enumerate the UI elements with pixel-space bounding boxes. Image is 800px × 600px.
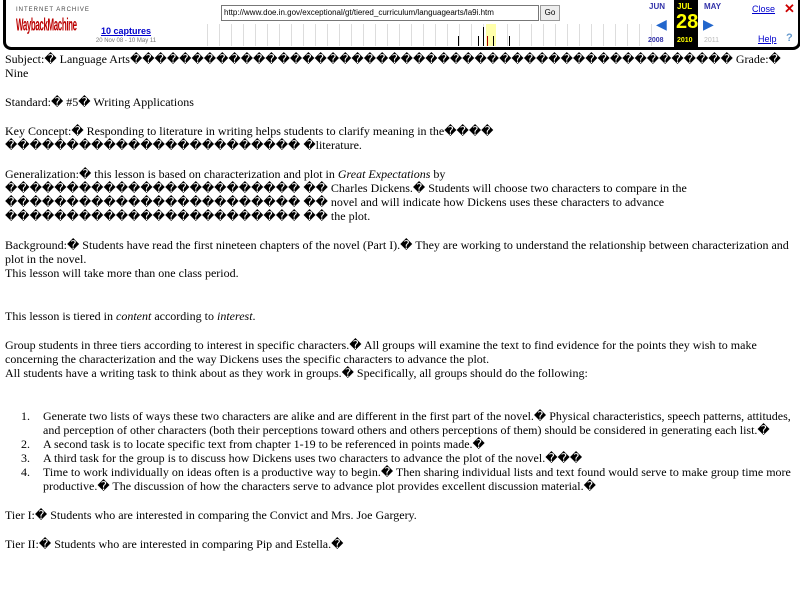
wayback-toolbar	[3, 0, 800, 50]
tiered-text-2: according to	[151, 309, 217, 323]
prev-month[interactable]: JUN	[649, 2, 666, 11]
tiered-text-3: .	[252, 309, 256, 323]
capture-bar	[483, 27, 484, 46]
next-arrow-icon[interactable]: ▶	[703, 16, 714, 32]
tiered-content: content	[116, 309, 152, 323]
capture-bar	[487, 36, 488, 46]
task-list	[5, 409, 795, 493]
task-item: 4. Time to work individually on ideas often is a productive way to begin.� Then sharing individual lists and text found would serve to make group time more productive.� The discussion of how the characters serve to advance plot provides excellent discussion material.�	[33, 465, 795, 493]
capture-bar	[509, 36, 510, 46]
logo-caption: INTERNET ARCHIVE	[16, 7, 90, 13]
captures-link[interactable]: 10 captures	[100, 26, 152, 36]
current-month: JUL	[677, 2, 693, 11]
close-icon[interactable]: ✕	[784, 1, 795, 16]
prev-year[interactable]: 2008	[648, 37, 664, 44]
help-link[interactable]: Help	[758, 34, 777, 44]
background-text: Background:� Students have read the first nineteen chapters of the novel (Part I).� They are working to understand the relationship between characterization and plot in the novel.	[5, 238, 789, 266]
capture-bar	[458, 36, 459, 46]
subject-line: Subject:� Language Arts������������������������������������������������� Grade:� Nine	[5, 52, 781, 80]
wayback-logo[interactable]: WaybackMachine	[16, 16, 77, 36]
capture-bar	[493, 36, 494, 46]
background-text-2: This lesson will take more than one class period.	[5, 266, 239, 280]
url-input[interactable]: http://www.doe.in.gov/exceptional/gt/tiered_curriculum/languagearts/la9i.htm	[221, 5, 539, 21]
capture-sparkline[interactable]	[196, 24, 661, 46]
next-year: 2011	[704, 37, 720, 44]
lesson-document	[5, 52, 795, 566]
tiered-statement	[5, 309, 795, 323]
task-item: 1. Generate two lists of ways these two characters are alike and are different in the first part of the novel.� Physical characteristics, speech patterns, attitudes, and perception of other characters (both their perceptions toward others and others perceptions of them) should be considered in generating each list.�	[33, 409, 795, 437]
generalization-text-2: by ������������������������ �� Charles Dickens.� Students will choose two characters to compare in the ������������������������ �� novel and will indicate how Dickens uses these characters to advance ������������������������ �� the plot.	[5, 167, 687, 223]
tier-1: Tier I:� Students who are interested in comparing the Convict and Mrs. Joe Gargery.	[5, 508, 417, 522]
book-title: Great Expectations	[337, 167, 431, 181]
help-icon[interactable]: ?	[786, 32, 793, 44]
generalization-text: Generalization:� this lesson is based on characterization and plot in	[5, 167, 338, 181]
close-link[interactable]: Close	[752, 4, 776, 14]
tiered-interest: interest	[216, 309, 253, 323]
captures-range: 20 Nov 08 - 10 May 11	[95, 38, 157, 44]
task-item: 3. A third task for the group is to discuss how Dickens uses two characters to advance the plot of the novel.���	[33, 451, 795, 465]
generalization	[5, 167, 795, 223]
current-year: 2010	[677, 37, 693, 44]
next-month[interactable]: MAY	[704, 2, 722, 11]
tiered-text: This lesson is tiered in	[5, 309, 116, 323]
capture-bar	[478, 36, 479, 46]
background	[5, 238, 795, 280]
standard-line: Standard:� #5� Writing Applications	[5, 95, 194, 109]
task-item: 2. A second task is to locate specific text from chapter 1-19 to be referenced in points made.�	[33, 437, 795, 451]
key-concept: Key Concept:� Responding to literature in writing helps students to clarify meaning in the���� ������������������������ �literature.	[5, 124, 494, 152]
current-day: 28	[676, 11, 699, 33]
tier-2: Tier II:� Students who are interested in comparing Pip and Estella.�	[5, 537, 344, 551]
group-instructions	[5, 338, 795, 380]
go-button[interactable]: Go	[540, 5, 560, 21]
prev-arrow-icon[interactable]: ◀	[656, 16, 667, 32]
group-text-2: All students have a writing task to think about as they work in groups.� Specifically, all groups should do the following:	[5, 366, 588, 380]
group-text: Group students in three tiers according to interest in specific characters.� All groups will examine the text to find evidence for the points they wish to make concerning the characterization and the way Dickens uses the specific characters to advance the plot.	[5, 338, 757, 366]
